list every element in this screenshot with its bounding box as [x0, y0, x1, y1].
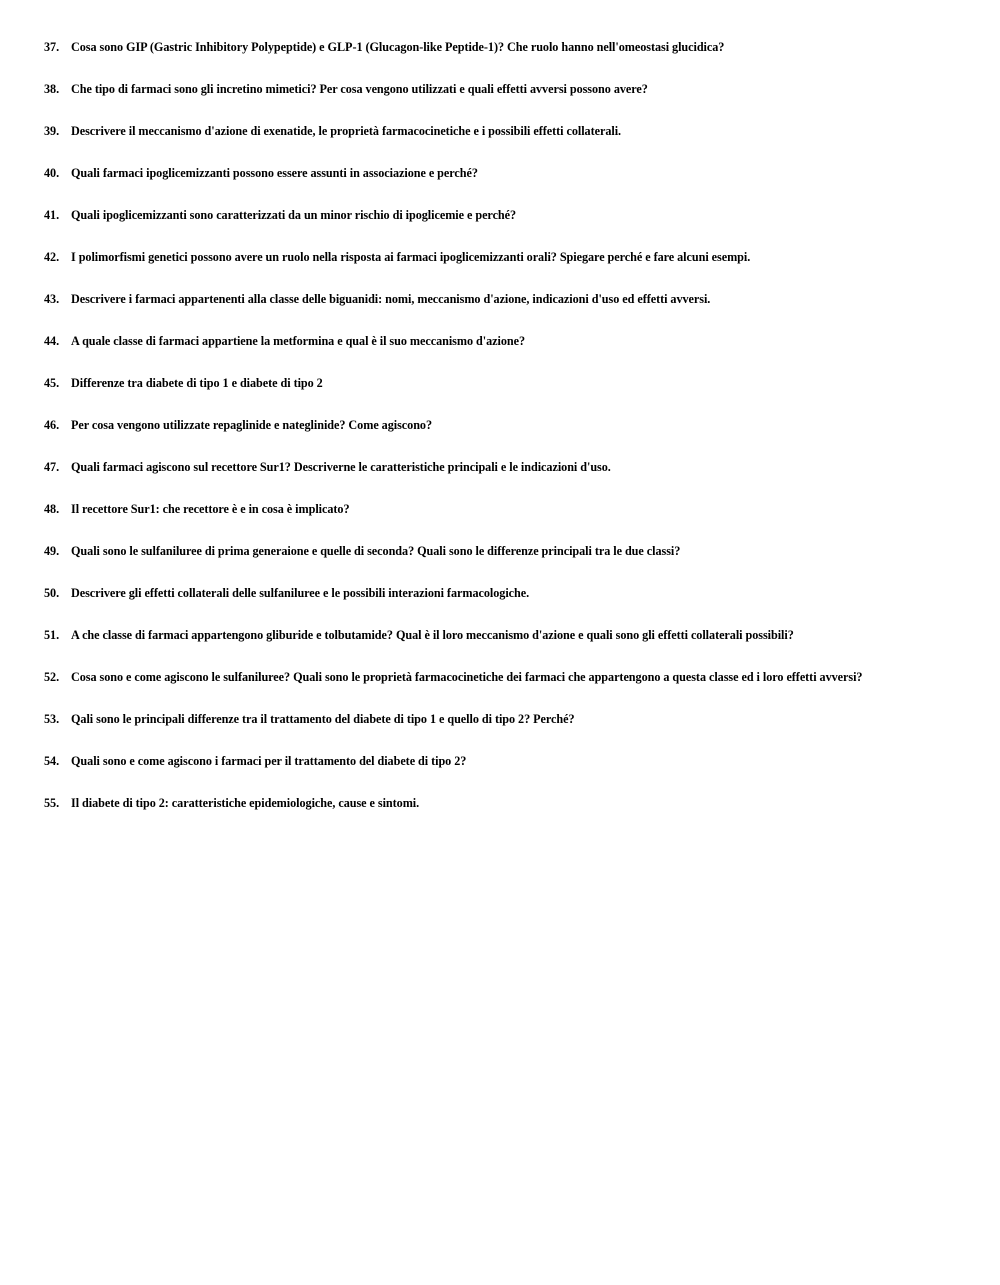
question-item-47	[44, 460, 984, 502]
question-number: 38.	[44, 82, 60, 96]
question-number: 53.	[44, 712, 60, 726]
question-item-53	[44, 712, 984, 754]
question-text: Qali sono le principali differenze tra il trattamento del diabete di tipo 1 e quello di tipo 2? Perché?	[71, 712, 575, 726]
question-text: Differenze tra diabete di tipo 1 e diabete di tipo 2	[71, 376, 323, 390]
question-number: 50.	[44, 586, 60, 600]
question-number: 37.	[44, 40, 60, 54]
question-text: I polimorfismi genetici possono avere un ruolo nella risposta ai farmaci ipoglicemizzanti orali? Spiegare perché e fare alcuni esempi.	[71, 250, 751, 264]
question-number: 40.	[44, 166, 60, 180]
question-item-46	[44, 418, 984, 460]
question-number: 43.	[44, 292, 60, 306]
question-number: 48.	[44, 502, 60, 516]
question-number: 42.	[44, 250, 60, 264]
question-number: 54.	[44, 754, 60, 768]
question-item-39	[44, 124, 984, 166]
question-list	[44, 40, 984, 838]
question-text: A quale classe di farmaci appartiene la metformina e qual è il suo meccanismo d'azione?	[71, 334, 525, 348]
question-number: 41.	[44, 208, 60, 222]
question-item-55	[44, 796, 984, 838]
question-text: Quali farmaci agiscono sul recettore Sur1? Descriverne le caratteristiche principali e le indicazioni d'uso.	[71, 460, 611, 474]
question-number: 39.	[44, 124, 60, 138]
question-item-51	[44, 628, 984, 670]
question-text: Che tipo di farmaci sono gli incretino mimetici? Per cosa vengono utilizzati e quali effetti avversi possono avere?	[71, 82, 648, 96]
question-number: 51.	[44, 628, 60, 642]
question-text: Descrivere i farmaci appartenenti alla classe delle biguanidi: nomi, meccanismo d'azione, indicazioni d'uso ed effetti avversi.	[71, 292, 711, 306]
question-item-50	[44, 586, 984, 628]
question-text: Il recettore Sur1: che recettore è e in cosa è implicato?	[71, 502, 350, 516]
question-text: Quali sono e come agiscono i farmaci per il trattamento del diabete di tipo 2?	[71, 754, 467, 768]
question-item-54	[44, 754, 984, 796]
question-item-43	[44, 292, 984, 334]
question-item-52	[44, 670, 984, 712]
question-text: Quali ipoglicemizzanti sono caratterizzati da un minor rischio di ipoglicemie e perché?	[71, 208, 517, 222]
question-item-41	[44, 208, 984, 250]
question-item-38	[44, 82, 984, 124]
question-text: Per cosa vengono utilizzate repaglinide e nateglinide? Come agiscono?	[71, 418, 433, 432]
question-number: 47.	[44, 460, 60, 474]
question-number: 52.	[44, 670, 60, 684]
question-text: Quali farmaci ipoglicemizzanti possono essere assunti in associazione e perché?	[71, 166, 478, 180]
question-text: Cosa sono GIP (Gastric Inhibitory Polypeptide) e GLP-1 (Glucagon-like Peptide-1)? Che ruolo hanno nell'omeostasi glucidica?	[71, 40, 725, 54]
question-text: Quali sono le sulfaniluree di prima generaione e quelle di seconda? Quali sono le differenze principali tra le due classi?	[71, 544, 681, 558]
question-item-44	[44, 334, 984, 376]
question-item-40	[44, 166, 984, 208]
question-item-45	[44, 376, 984, 418]
question-text: Cosa sono e come agiscono le sulfaniluree? Quali sono le proprietà farmacocinetiche dei farmaci che appartengono a questa classe ed i loro effetti avversi?	[71, 670, 863, 684]
question-text: A che classe di farmaci appartengono gliburide e tolbutamide? Qual è il loro meccanismo d'azione e quali sono gli effetti collaterali possibili?	[71, 628, 794, 642]
question-item-48	[44, 502, 984, 544]
question-text: Il diabete di tipo 2: caratteristiche epidemiologiche, cause e sintomi.	[71, 796, 420, 810]
question-text: Descrivere il meccanismo d'azione di exenatide, le proprietà farmacocinetiche e i possibili effetti collaterali.	[71, 124, 622, 138]
question-number: 46.	[44, 418, 60, 432]
question-item-49	[44, 544, 984, 586]
question-item-42	[44, 250, 984, 292]
question-number: 55.	[44, 796, 60, 810]
question-number: 44.	[44, 334, 60, 348]
question-number: 49.	[44, 544, 60, 558]
question-number: 45.	[44, 376, 60, 390]
question-text: Descrivere gli effetti collaterali delle sulfaniluree e le possibili interazioni farmacologiche.	[71, 586, 530, 600]
question-item-37	[44, 40, 984, 82]
